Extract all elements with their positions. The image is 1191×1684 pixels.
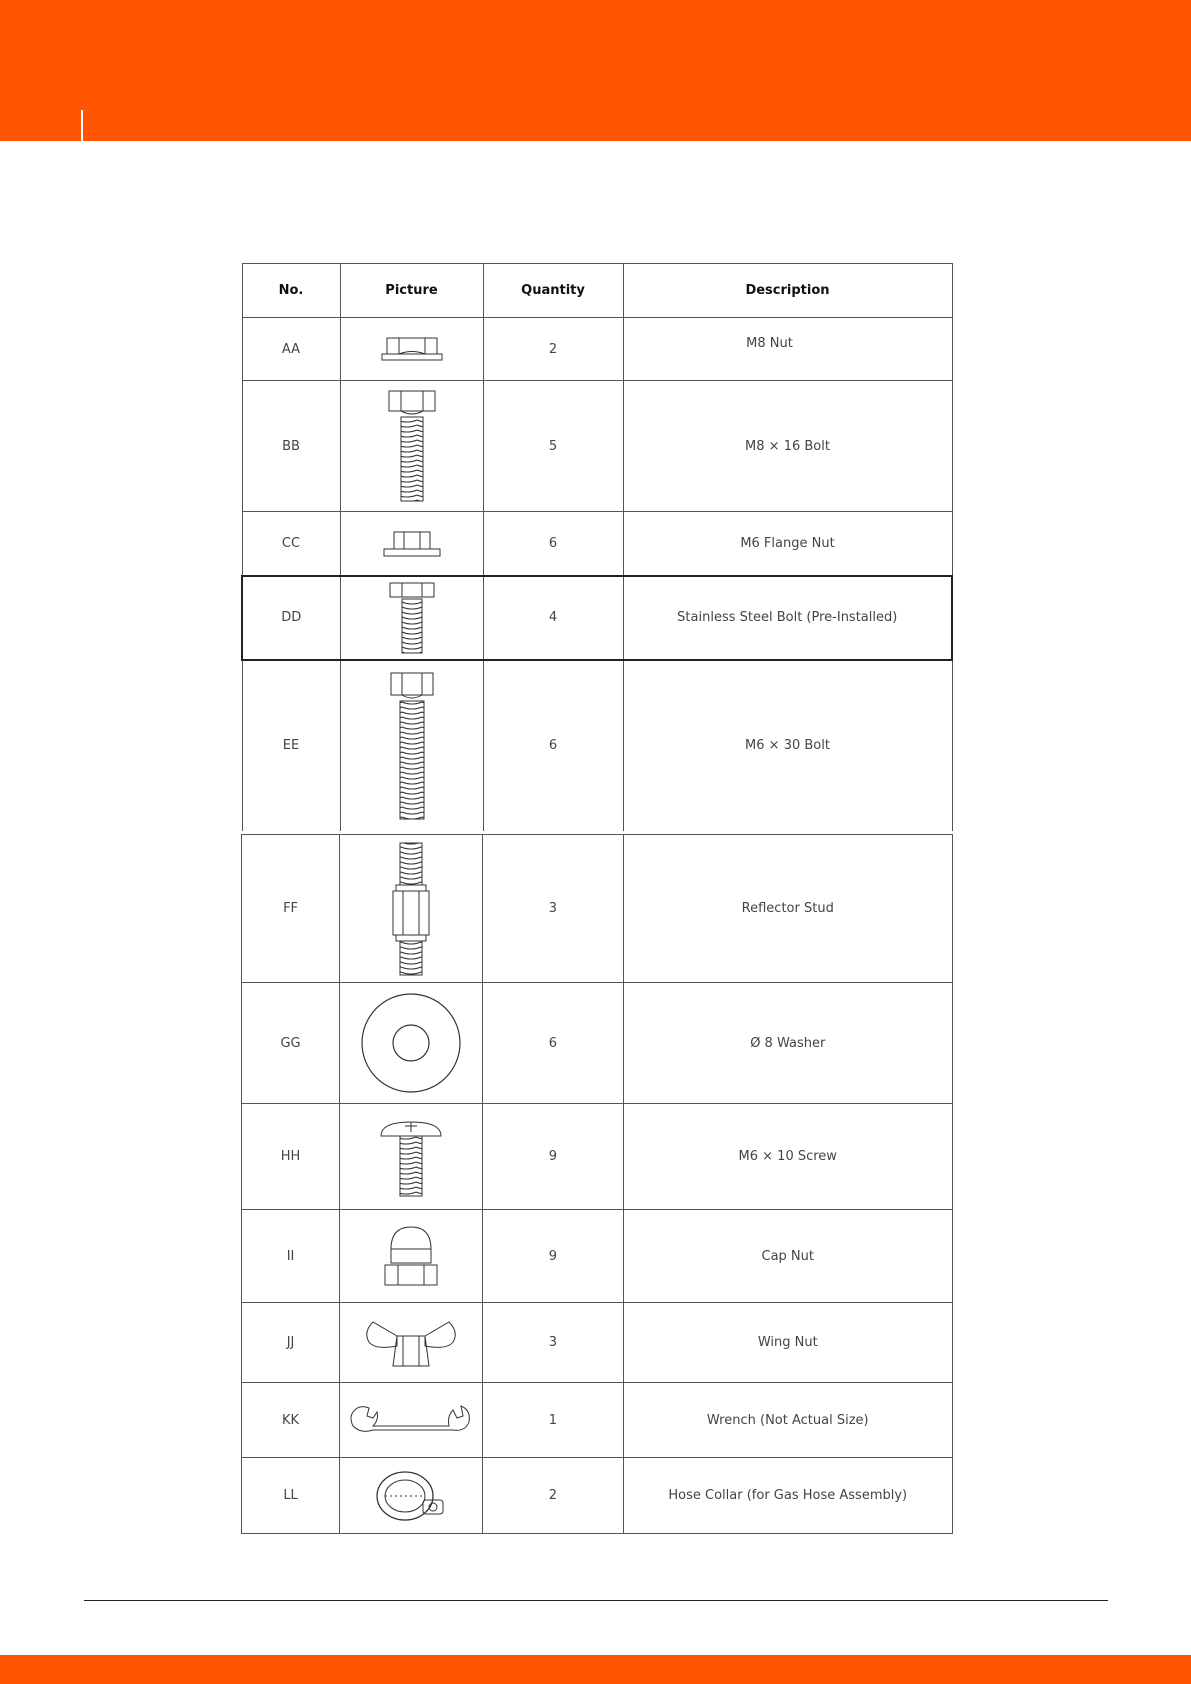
table-row: [242, 835, 953, 983]
header-picture: Picture: [340, 264, 483, 318]
part-description: Stainless Steel Bolt (Pre-Installed): [623, 576, 952, 660]
part-quantity: 1: [483, 1383, 623, 1458]
screw-icon: [376, 1116, 446, 1198]
part-no: HH: [242, 1104, 340, 1210]
part-quantity: 9: [483, 1210, 623, 1303]
part-picture: [340, 1458, 483, 1534]
parts-table-bottom: [241, 834, 953, 1534]
part-quantity: 2: [483, 318, 623, 381]
hex-nut-icon: [377, 334, 447, 364]
header-description: Description: [623, 264, 952, 318]
part-picture: [340, 381, 483, 512]
table-row: [242, 983, 953, 1104]
table-row: [242, 1458, 953, 1534]
part-no: JJ: [242, 1303, 340, 1383]
part-description: M6 × 10 Screw: [623, 1104, 953, 1210]
part-description: Reflector Stud: [623, 835, 953, 983]
table-row: [242, 512, 952, 576]
part-picture: [340, 512, 483, 576]
part-quantity: 6: [483, 983, 623, 1104]
part-quantity: 3: [483, 835, 623, 983]
part-no: EE: [242, 660, 340, 831]
part-quantity: 9: [483, 1104, 623, 1210]
part-description: M6 × 30 Bolt: [623, 660, 952, 831]
table-row: [242, 381, 952, 512]
hose-clamp-icon: [371, 1466, 451, 1526]
header-band: [0, 0, 1191, 141]
part-no: CC: [242, 512, 340, 576]
table-row: [242, 1104, 953, 1210]
table-row: [242, 660, 952, 831]
part-picture: [340, 1210, 483, 1303]
wrench-icon: [349, 1400, 473, 1440]
table-header-row: [242, 264, 952, 318]
header-no: No.: [242, 264, 340, 318]
part-no: LL: [242, 1458, 340, 1534]
part-no: KK: [242, 1383, 340, 1458]
flange-nut-icon: [380, 527, 444, 559]
table-row: [242, 1383, 953, 1458]
wing-nut-icon: [363, 1316, 459, 1370]
part-description: Cap Nut: [623, 1210, 953, 1303]
parts-table-top: [241, 263, 953, 831]
part-quantity: 6: [483, 660, 623, 831]
table-row: [242, 576, 952, 660]
part-quantity: 2: [483, 1458, 623, 1534]
part-description: [623, 318, 952, 381]
washer-icon: [359, 991, 463, 1095]
part-no: BB: [242, 381, 340, 512]
part-picture: [340, 1303, 483, 1383]
part-description: M8 × 16 Bolt: [623, 381, 952, 512]
table-row: [242, 318, 952, 381]
part-description: M6 Flange Nut: [623, 512, 952, 576]
part-no: FF: [242, 835, 340, 983]
part-picture: [340, 660, 483, 831]
part-picture: [340, 835, 483, 983]
short-bolt-icon: [382, 581, 442, 655]
table-row: [242, 1210, 953, 1303]
header-tick-mark: [81, 110, 83, 141]
part-picture: [340, 983, 483, 1104]
table-row: [242, 1303, 953, 1383]
part-no: AA: [242, 318, 340, 381]
part-no: GG: [242, 983, 340, 1104]
long-bolt-icon: [382, 671, 442, 821]
part-description-text: M8 Nut: [746, 335, 793, 351]
part-quantity: 6: [483, 512, 623, 576]
part-quantity: 3: [483, 1303, 623, 1383]
stud-icon: [381, 841, 441, 977]
part-no: II: [242, 1210, 340, 1303]
part-picture: [340, 576, 483, 660]
footer-band: [0, 1655, 1191, 1684]
part-picture: [340, 1383, 483, 1458]
footer-rule: [84, 1600, 1108, 1601]
part-no: DD: [242, 576, 340, 660]
part-description: Ø 8 Washer: [623, 983, 953, 1104]
part-picture: [340, 1104, 483, 1210]
part-quantity: 5: [483, 381, 623, 512]
part-description: Hose Collar (for Gas Hose Assembly): [623, 1458, 953, 1534]
part-picture: [340, 318, 483, 381]
header-quantity: Quantity: [483, 264, 623, 318]
part-quantity: 4: [483, 576, 623, 660]
hex-bolt-icon: [377, 389, 447, 504]
cap-nut-icon: [379, 1223, 443, 1289]
part-description: Wing Nut: [623, 1303, 953, 1383]
part-description: Wrench (Not Actual Size): [623, 1383, 953, 1458]
